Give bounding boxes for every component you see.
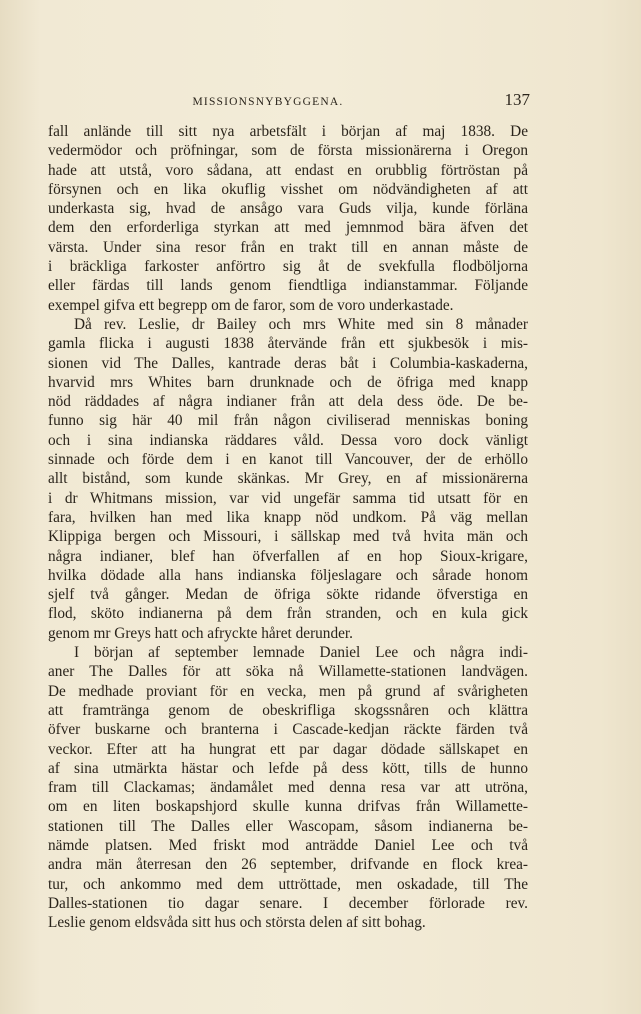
- body-text: [48, 122, 528, 932]
- text-line: några indianer, blef han öfverfallen af en hop Sioux-krigare,: [48, 547, 528, 565]
- text-line: flod, sköto indianerna på dem från stranden, och en kula gick: [48, 605, 528, 623]
- text-line: i dr Whitmans mission, var vid ungefär samma tid utsatt för en: [48, 489, 528, 507]
- text-line: och i sina indianska räddares våld. Dessa voro dock vänligt: [48, 431, 528, 449]
- text-line: försynen och en lika okuflig visshet om nödvändigheten af att: [48, 180, 528, 198]
- text-line: sionen vid The Dalles, kantrade deras båt i Columbia-kaskaderna,: [48, 354, 528, 372]
- text-line: sinnade och förde dem i en kanot till Vancouver, der de erhöllo: [48, 451, 528, 469]
- text-line: Klippiga bergen och Missouri, i sällskap med två hvita män och: [48, 528, 528, 546]
- text-line: funno sig här 40 mil från någon civiliserad menniskas boning: [48, 412, 528, 430]
- text-line: öfver buskarne och branterna i Cascade-kedjan räckte färden två: [48, 721, 528, 739]
- text-line: tur, och ankommo med dem uttröttade, men oskadade, till The: [48, 875, 528, 893]
- text-line: genom mr Greys hatt och afryckte håret derunder.: [48, 624, 353, 642]
- text-line: fram till Clackamas; ändamålet med denna resa var att utröna,: [48, 779, 528, 797]
- text-line: Leslie genom eldsvåda sitt hus och största delen af sitt bohag.: [48, 914, 426, 932]
- page-number: 137: [504, 90, 530, 109]
- text-line: nämde platsen. Med friskt mod anträdde Daniel Lee och två: [48, 836, 528, 854]
- text-line: exempel gifva ett begrepp om de faror, som de voro underkastade.: [48, 296, 454, 314]
- text-line: I början af september lemnade Daniel Lee och några indi-: [74, 644, 528, 662]
- text-line: fara, hvilken han med lika knapp nöd undkom. På väg mellan: [48, 508, 528, 526]
- text-line: af sina utmärkta hästar och lefde på dess kött, tills de hunno: [48, 759, 528, 777]
- text-line: nöd räddades af några indianer från att dela dess öde. De be-: [48, 393, 528, 411]
- text-line: gamla flicka i augusti 1838 återvände från ett sjukbesök i mis-: [48, 335, 528, 353]
- text-line: aner The Dalles för att söka nå Willamette-stationen landvägen.: [48, 663, 528, 681]
- text-line: hade att utstå, voro sådana, att endast en orubblig förtröstan på: [48, 161, 528, 179]
- text-line: De medhade proviant för en vecka, men på grund af svårigheten: [48, 682, 528, 700]
- running-title: MISSIONSNYBYGGENA.: [192, 96, 344, 108]
- text-line: Då rev. Leslie, dr Bailey och mrs White med sin 8 månader: [74, 315, 528, 333]
- text-line: underkasta sig, hvad de ansågo vara Guds vilja, kunde förläna: [48, 200, 528, 218]
- text-line: hvilka dödade alla hans indianska följeslagare och sårade honom: [48, 566, 528, 584]
- text-line: stationen till The Dalles eller Wascopam, såsom indianerna be-: [48, 817, 528, 835]
- text-line: andra män återresan den 26 september, drifvande en flock krea-: [48, 856, 528, 874]
- text-line: sjelf två gånger. Medan de öfriga sökte ridande öfverstiga en: [48, 586, 528, 604]
- text-line: eller färdas till lands genom fiendtliga indianstammar. Följande: [48, 277, 528, 295]
- text-line: hvarvid mrs Whites barn drunknade och de öfriga med knapp: [48, 373, 528, 391]
- text-line: att framtränga genom de obeskrifliga skogssnåren och klättra: [48, 701, 528, 719]
- text-line: om en liten boskapshjord skulle kunna drifvas från Willamette-: [48, 798, 528, 816]
- text-line: i bräckliga farkoster anförtro sig åt de svekfulla flodböljorna: [48, 258, 528, 276]
- text-line: vedermödor och pröfningar, som de första missionärerna i Oregon: [48, 142, 528, 160]
- text-line: Dalles-stationen tio dagar senare. I december förlorade rev.: [48, 894, 528, 912]
- page-header: [48, 90, 528, 114]
- text-line: fall anlände till sitt nya arbetsfält i början af maj 1838. De: [48, 123, 528, 140]
- text-line: dem den erforderliga styrkan att med jemnmod bära äfven det: [48, 219, 528, 237]
- text-line: allt bistånd, som kunde skänkas. Mr Grey, en af missionärerna: [48, 470, 528, 488]
- text-line: veckor. Efter att ha hungrat ett par dagar dödade sällskapet en: [48, 740, 528, 758]
- text-line: värsta. Under sina resor från en trakt till en annan måste de: [48, 238, 528, 256]
